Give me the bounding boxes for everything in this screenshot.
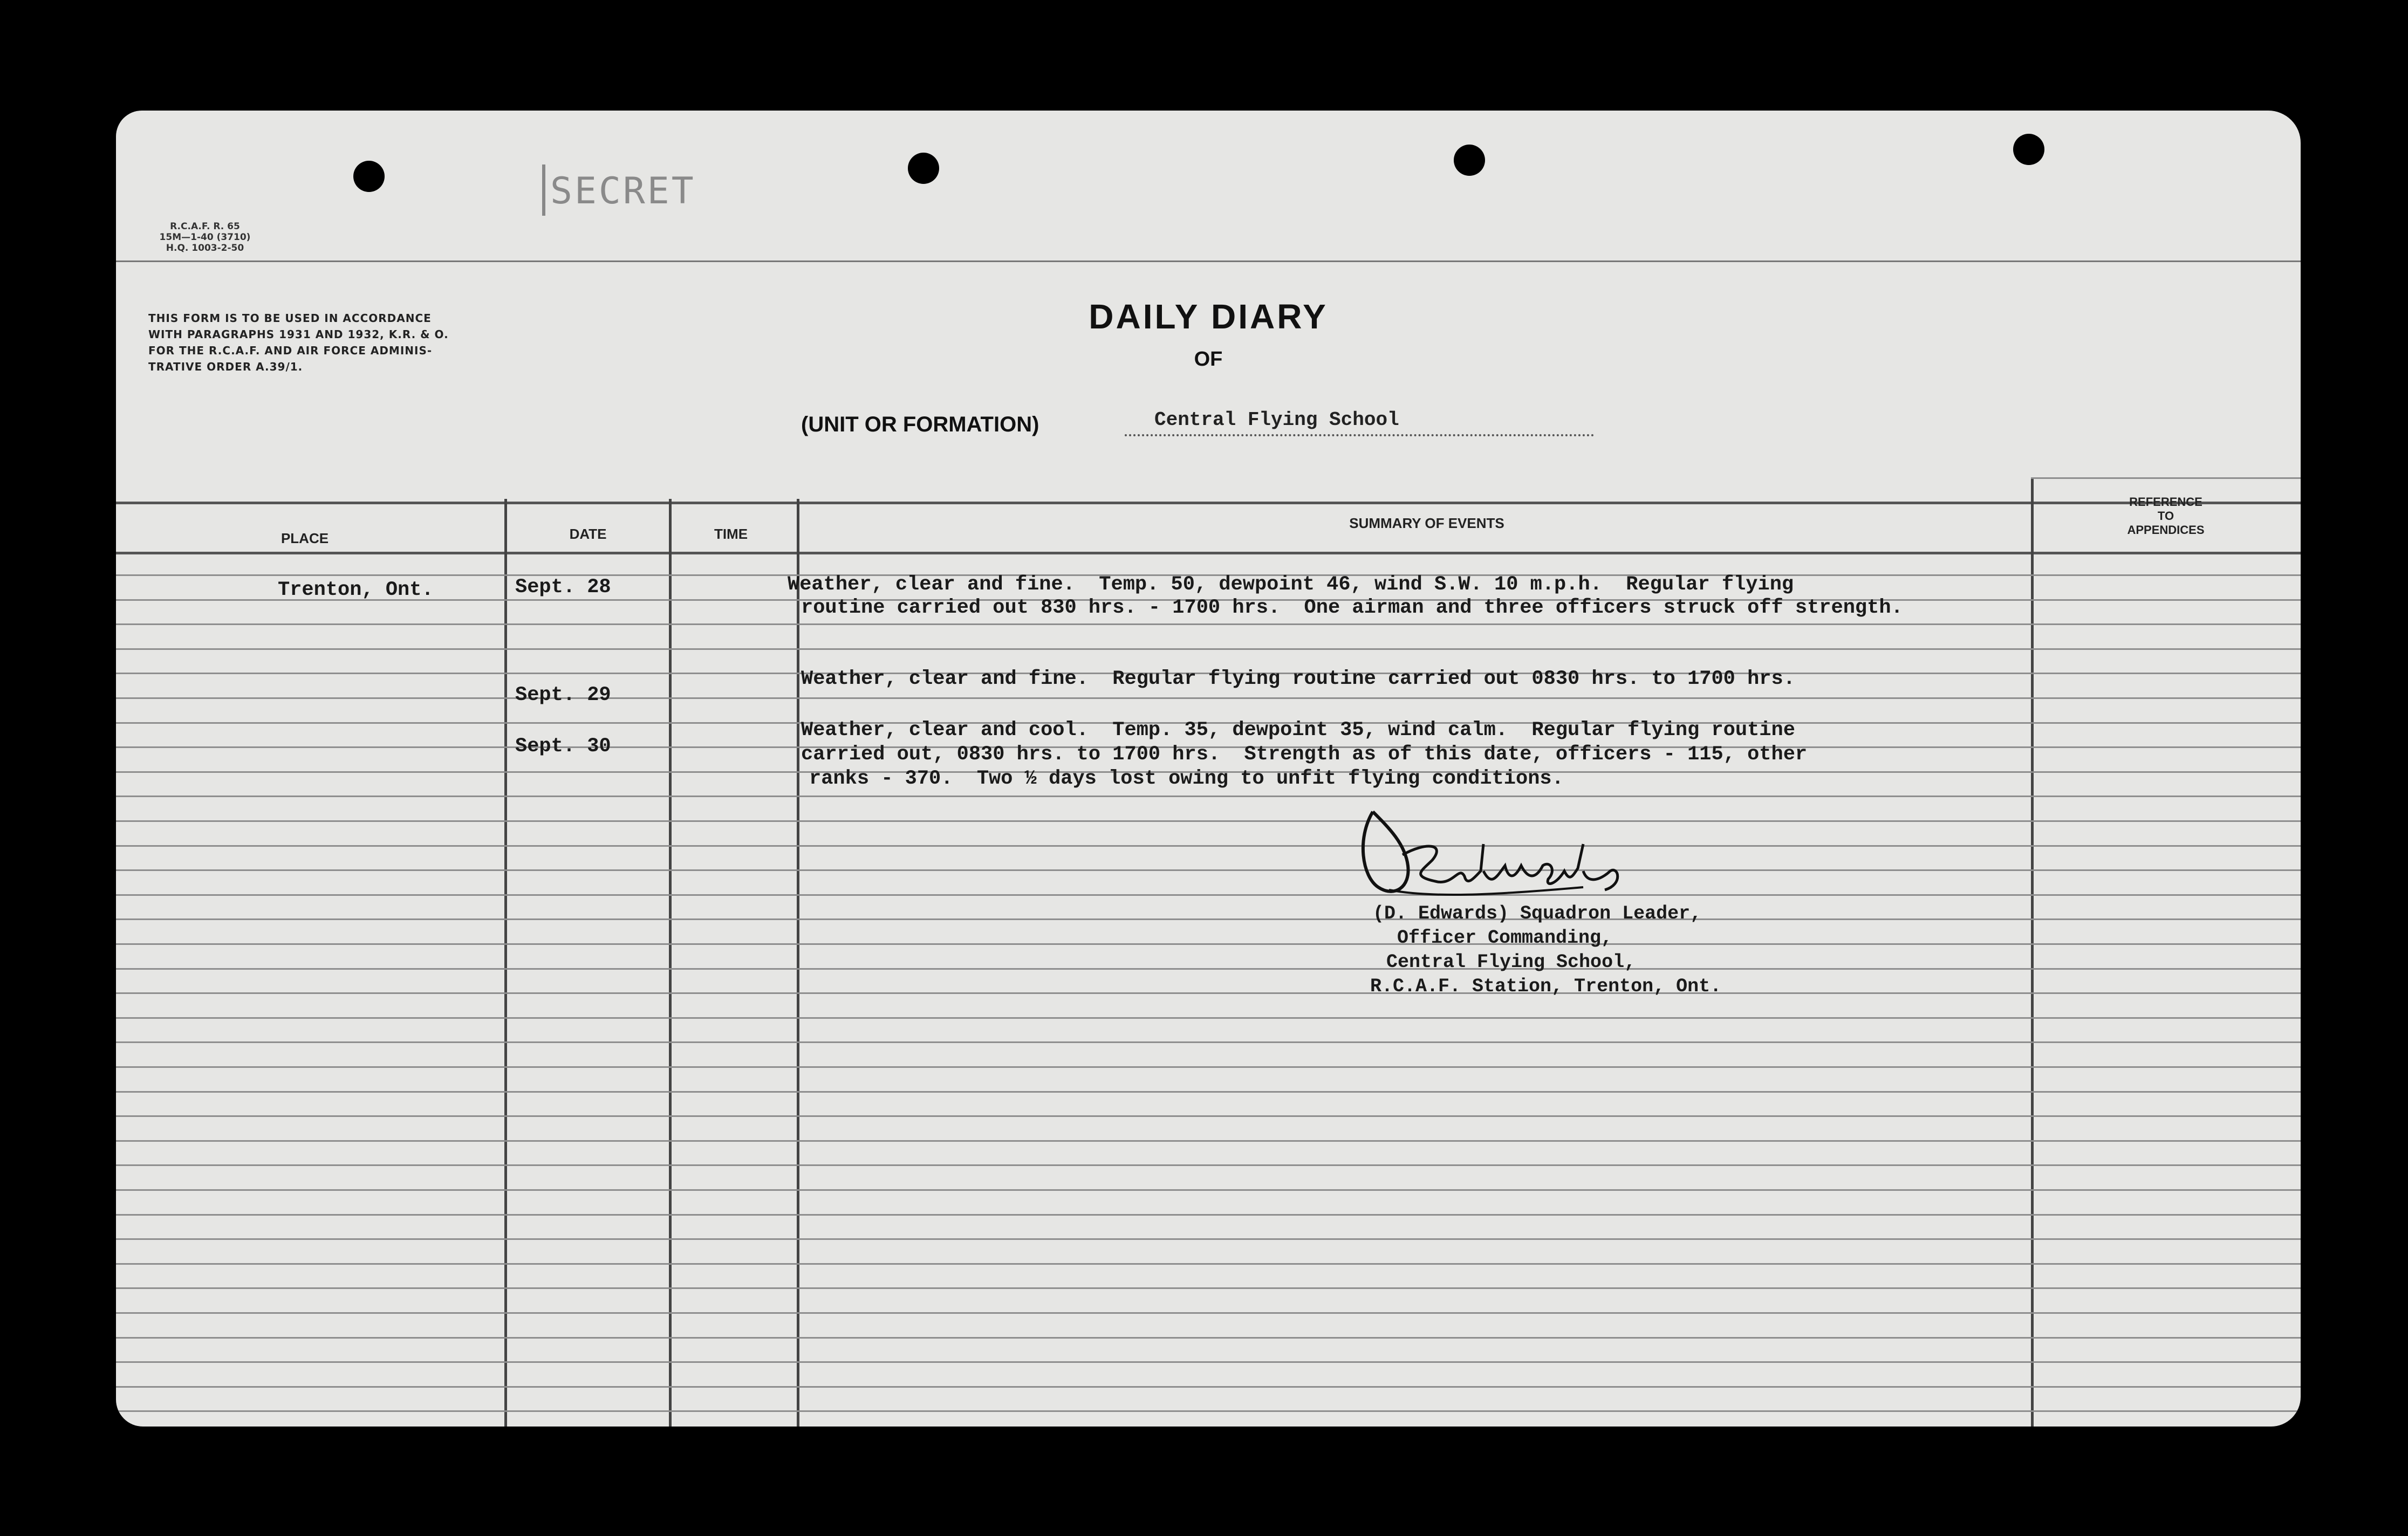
- ruled-line: [116, 1361, 2301, 1363]
- entry-summary-line: ranks - 370. Two ½ days lost owing to unfit flying conditions.: [809, 767, 1564, 790]
- ruled-line: [116, 820, 2301, 822]
- entry-summary-line: Weather, clear and fine. Temp. 50, dewpoint 46, wind S.W. 10 m.p.h. Regular flying: [788, 573, 1794, 596]
- column-header-summary: SUMMARY OF EVENTS: [1349, 515, 1504, 531]
- entry-summary-line: carried out, 0830 hrs. to 1700 hrs. Strength as of this date, officers - 115, other: [801, 743, 1808, 766]
- ruled-line: [116, 1066, 2301, 1068]
- form-title: DAILY DIARY: [1089, 297, 1328, 336]
- diary-sheet: [116, 111, 2301, 1427]
- form-subtitle: OF: [1194, 348, 1223, 371]
- ruled-line: [116, 1189, 2301, 1191]
- ruled-line: [116, 648, 2301, 650]
- ruled-line: [116, 894, 2301, 896]
- entry-summary-line: routine carried out 830 hrs. - 1700 hrs. One airman and three officers struck off strength.: [801, 596, 1903, 619]
- ruled-line: [116, 918, 2301, 920]
- secret-stamp: SECRET: [550, 170, 696, 212]
- ruled-line: [116, 869, 2301, 871]
- ruled-line: [116, 1238, 2301, 1240]
- punch-hole: [908, 153, 939, 184]
- column-header-date: DATE: [569, 526, 607, 542]
- entry-summary-line: Weather, clear and cool. Temp. 35, dewpoint 35, wind calm. Regular flying routine: [801, 719, 1795, 742]
- punch-hole: [2013, 134, 2044, 165]
- stamp-bracket: [542, 164, 545, 216]
- ruled-line: [116, 992, 2301, 994]
- signature-line: R.C.A.F. Station, Trenton, Ont.: [1370, 976, 1722, 997]
- column-header-time: TIME: [714, 526, 748, 542]
- ruled-line: [116, 1312, 2301, 1314]
- ruled-line: [116, 1115, 2301, 1117]
- ruled-line: [116, 1386, 2301, 1388]
- form-code: [135, 221, 275, 253]
- ruled-line: [116, 796, 2301, 797]
- ruled-line: [116, 1214, 2301, 1216]
- ruled-line: [116, 1263, 2301, 1265]
- signature-line: (D. Edwards) Squadron Leader,: [1373, 903, 1702, 924]
- ruled-line: [116, 1410, 2301, 1412]
- form-code-line: H.Q. 1003-2-50: [166, 243, 244, 253]
- header-rule: [116, 260, 2301, 262]
- form-code-line: 15M—1-40 (3710): [159, 232, 251, 243]
- ruled-line: [116, 1041, 2301, 1043]
- unit-value: Central Flying School: [1154, 409, 1399, 431]
- ruled-line: [2031, 477, 2301, 479]
- table-header-rule: [116, 552, 2301, 554]
- ruled-line: [116, 1017, 2301, 1019]
- entry-summary-line: Weather, clear and fine. Regular flying routine carried out 0830 hrs. to 1700 hrs.: [801, 668, 1795, 690]
- ruled-line: [116, 845, 2301, 847]
- entry-place: Trenton, Ont.: [278, 579, 434, 601]
- table-top-rule: [116, 502, 2301, 504]
- entry-date: Sept. 29: [515, 684, 611, 707]
- column-header-reference: [2042, 495, 2290, 537]
- signature-line: Officer Commanding,: [1397, 927, 1613, 949]
- entry-date: Sept. 28: [515, 576, 611, 599]
- punch-hole: [1454, 145, 1485, 176]
- ruled-line: [116, 697, 2301, 699]
- column-divider: [2031, 477, 2034, 1427]
- ruled-line: [116, 943, 2301, 945]
- ruled-line: [116, 1337, 2301, 1339]
- reference-header-line: TO: [2157, 509, 2174, 523]
- ruled-line: [116, 968, 2301, 970]
- instruction-line: THIS FORM IS TO BE USED IN ACCORDANCE: [148, 312, 432, 325]
- ruled-line: [116, 1164, 2301, 1166]
- reference-header-line: APPENDICES: [2127, 523, 2205, 537]
- reference-header-line: REFERENCE: [2129, 495, 2202, 509]
- punch-hole: [353, 161, 385, 192]
- ruled-line: [116, 1091, 2301, 1093]
- ruled-line: [116, 623, 2301, 625]
- signature-line: Central Flying School,: [1386, 951, 1636, 973]
- ruled-line: [116, 1287, 2301, 1289]
- ruled-line: [116, 1140, 2301, 1142]
- unit-label: (UNIT OR FORMATION): [801, 413, 1039, 436]
- unit-dotted-line: [1125, 434, 1594, 436]
- instruction-line: WITH PARAGRAPHS 1931 AND 1932, K.R. & O.: [148, 328, 449, 341]
- column-header-place: PLACE: [281, 530, 329, 546]
- instruction-line: FOR THE R.C.A.F. AND AIR FORCE ADMINIS-: [148, 344, 433, 357]
- instruction-line: TRATIVE ORDER A.39/1.: [148, 360, 303, 373]
- entry-date: Sept. 30: [515, 735, 611, 758]
- form-code-line: R.C.A.F. R. 65: [170, 221, 240, 232]
